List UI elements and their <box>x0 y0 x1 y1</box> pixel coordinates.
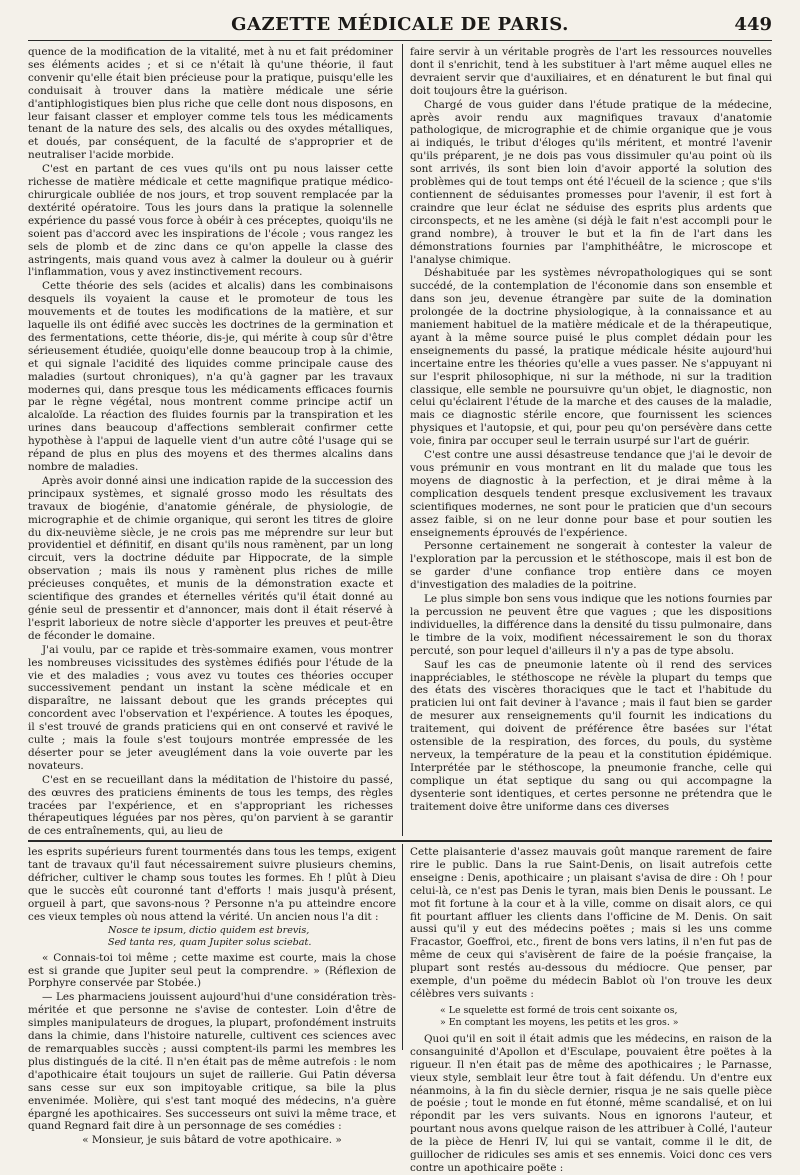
right-paragraph: Le plus simple bon sens vous indique que les notions fournies par la percussion ne peuvent être que vagues ; que les dispositions individuelles, la différence dans la densité du tissu pulmonaire, dans le timbre de la voix, modifient nécessairement le son du thorax percuté, son pour lequel d'ailleurs il n'y a pas de type absolu. <box>410 593 772 657</box>
left-column <box>28 46 393 836</box>
verse-line: « Le squelette est formé de trois cent soixante os, <box>440 1004 678 1016</box>
page-header <box>28 12 772 42</box>
left-paragraph: C'est en se recueillant dans la méditation de l'histoire du passé, des œuvres des praticiens éminents de tous les temps, des règles tracées par l'expérience, et en s'appropriant les richesses thérapeutiques léguées par nos pères, qu'on parvient à se garantir de ces entraînements, qui, au lieu de <box>28 773 393 838</box>
left-paragraph: quence de la modification de la vitalité, met à nu et fait prédominer ses éléments acides ; et si ce n'était là qu'une théorie, il faut convenir qu'elle était bien précieuse pour la pratique, puisqu'elle les conduisait à trouver dans la matière médicale une série d'antiphlogistiques bien plus riche que celle dont nous disposons, en leur faisant classer et employer comme tels tous les médicaments tenant de la nature des sels, des alcalis ou des oxydes métalliques, et doués, par conséquent, de la faculté de s'approprier et de neutraliser l'acide morbide. <box>28 46 393 162</box>
column-divider <box>402 44 403 836</box>
feuilleton-right <box>410 846 772 1174</box>
right-paragraph: Personne certainement ne songerait à contester la valeur de l'exploration par la percussion et le stéthoscope, mais il est bon de se garder d'une confiance trop entière dans ce moyen d'investigation des maladies de la poitrine. <box>410 540 772 592</box>
feuilleton-rule <box>28 840 772 842</box>
comedy-quote: « Monsieur, je suis bâtard de votre apothicaire. » <box>82 1134 342 1147</box>
right-paragraph: faire servir à un véritable progrès de l'art les ressources nouvelles dont il s'enrichit, tend à les substituer à l'art même auquel elles ne devraient servir que d'auxiliaires, et en dénaturent le but final qui doit toujours être la guérison. <box>410 46 772 97</box>
left-paragraph: J'ai voulu, par ce rapide et très-sommaire examen, vous montrer les nombreuses vicissitudes des systèmes édifiés pour l'étude de la vie et des maladies ; vous avez vu toutes ces théories occuper successivement pendant un instant la scène médicale et en disparaître, ne laissant debout que les grands préceptes qui concordent avec l'observation et l'expérience. A toutes les époques, il s'est trouvé de grands praticiens qui en ont conservé et ravivé le culte ; mais la foule s'est toujours montrée empressée de les déserter pour se jeter aveuglément dans la voie ouverte par les novateurs. <box>28 643 393 772</box>
journal-title: GAZETTE MÉDICALE DE PARIS. <box>231 14 569 35</box>
feuilleton-paragraph: Cette plaisanterie d'assez mauvais goût manque rarement de faire rire le public. Dans la rue Saint-Denis, on lisait autrefois cette enseigne : Denis, apothicaire ; un plaisant s'avisa de dire : Oh ! pour celui-là, ce n'est pas Denis le tyran, mais bien Denis le poussant. Le mot fit fortune à la cour et à la ville, comme on disait alors, ce qui fit pourtant affluer les clients dans l'officine de M. Denis. On sait aussi qu'il y eut des médecins poëtes ; mais si les uns comme Fracastor, Goeffroi, etc., firent de bons vers latins, il n'en fut pas de même de ceux qui s'avisèrent de faire de la poésie française, la plupart sont restés au-dessous du médiocre. Que penser, par exemple, d'un poëme du médecin Bablot où l'on trouve les deux célèbres vers suivants : <box>410 846 772 1000</box>
feuilleton-paragraph: les esprits supérieurs furent tourmentés dans tous les temps, exigent tant de travaux qu'il faut nécessairement suivre plusieurs chemins, défricher, cultiver le champ sous toutes les formes. Eh ! plût à Dieu que le succès eût couronné tant d'efforts ! mais jusqu'à présent, orgueil à part, que savons-nous ? Personne n'a pu atteindre encore ces vieux temples où nous attend la vérité. Un ancien nous l'a dit : <box>28 846 396 923</box>
right-paragraph: C'est contre une aussi désastreuse tendance que j'ai le devoir de vous prémunir en vous montrant en lit du malade que tous les moyens de diagnostic à la perfection, et je dirai même à la complication desquels tendent presque exclusivement les travaux scientifiques modernes, ne sont pour le praticien que d'un secours assez faible, si on ne leur donne pour base et pour soutien les enseignements éprouvés de l'expérience. <box>410 449 772 539</box>
left-paragraph: C'est en partant de ces vues qu'ils ont pu nous laisser cette richesse de matière médicale et cette magnifique pratique médico-chirurgicale oubliée de nos jours, et trop souvent remplacée par la dextérité opératoire. Tous les jours dans la pratique la solennelle expérience du passé vous force à obéir à ces préceptes, quoiqu'ils ne soient pas d'accord avec les inspirations de l'école ; vous rangez les sels de plomb et de zinc dans ce qu'on appelle la classe des astringents, mais quand vous avez à calmer la douleur ou à guérir l'inflammation, vous y avez instinctivement recours. <box>28 163 393 279</box>
right-paragraph: Sauf les cas de pneumonie latente où il rend des services inappréciables, le stéthoscope ne révèle la plupart du temps que des états des viscères thoraciques que le tact et l'habitude du praticien lui ont fait deviner à l'avance ; mais il faut bien se garder de mesurer aux renseignements qu'il fournit les indications du traitement, qui doivent de préférence être basées sur l'état ostensible de la respiration, des forces, du pouls, du système nerveux, la température de la peau et la constitution épidémique. Interprétée par le stéthoscope, la pneumonie franche, celle qui complique un état septique du sang ou qui accompagne la dysenterie sont identiques, et certes personne ne prétendra que le traitement doive être uniforme dans ces diverses <box>410 658 772 813</box>
header-rule <box>28 40 772 41</box>
right-column <box>410 46 772 836</box>
verse-line: » En comptant les moyens, les petits et les gros. » <box>440 1016 679 1028</box>
right-paragraph: Déshabituée par les systèmes névropathologiques qui se sont succédé, de la contemplation de l'économie dans son ensemble et dans son jeu, devenue étrangère par suite de la domination prolongée de la doctrine physiologique, à la connaissance et au maniement habituel de la matière médicale et de la thérapeutique, ayant à la même source puisé le plus complet dédain pour les enseignements du passé, la pratique médicale hésite aujourd'hui incertaine entre les théories qu'elle a vues passer. Ne s'appuyant ni sur l'esprit philosophique, ni sur la méthode, ni sur la tradition classique, elle semble ne poursuivre qu'un objet, le diagnostic, non celui qu'éclairent l'étude de la marche et des causes de la maladie, mais ce diagnostic stérile encore, que fournissent les sciences physiques et l'autopsie, et qui, pour peu qu'on persévère dans cette voie, finira par occuper seul le terrain usurpé sur l'art de guérir. <box>410 267 772 448</box>
left-paragraph: Cette théorie des sels (acides et alcalis) dans les combinaisons desquels ils voyaient la cause et le promoteur de tous les mouvements et de toutes les modifications de la matière, et sur laquelle ils ont édifié avec succès les doctrines de la germination et des fermentations, cette théorie, dis-je, qui mérite à coup sûr d'être sérieusement étudiée, quoiqu'elle donne beaucoup trop à la chimie, et qui signale l'acidité des liquides comme principale cause des maladies (surtout chroniques), n'a qu'à gagner par les travaux modernes qui, dans presque tous les médicaments efficaces fournis par le règne végétal, nous montrent comme principe actif un alcaloïde. La réaction des fluides fournis par la transpiration et les urines dans beaucoup d'affections semblerait confirmer cette hypothèse à l'appui de laquelle vient d'un autre côté l'usage qui se répand de plus en plus des moyens et des thermes alcalins dans nombre de maladies. <box>28 280 393 473</box>
latin-line: Sed tanta res, quam Jupiter solus sciebat. <box>108 937 312 949</box>
feuilleton-paragraph: Quoi qu'il en soit il était admis que les médecins, en raison de la consanguinité d'Apollon et d'Esculape, pouvaient être poëtes à la rigueur. Il n'en était pas de même des apothicaires ; le Parnasse, vieux style, semblait leur être tout à fait défendu. Un d'entre eux néanmoins, à la fin du siècle dernier, risqua je ne sais quelle pièce de poésie ; tout le monde en fut étonné, même scandalisé, et on lui répondit par les vers suivants. Nous en ignorons l'auteur, et pourtant nous avons quelque raison de les attribuer à Collé, l'auteur de la pièce de Henri IV, lui qui se vantait, comme il le dit, de guillocher de ridicules ses amis et ses ennemis. Voici donc ces vers contre un apothicaire poëte : <box>410 1032 772 1174</box>
right-paragraph: Chargé de vous guider dans l'étude pratique de la médecine, après avoir rendu aux magnifiques travaux d'anatomie pathologique, de micrographie et de chimie organique que je vous ai indiqués, le tribut d'éloges qu'ils méritent, et montré l'avenir qu'ils préparent, je ne dois pas vous dissimuler qu'au point où ils sont arrivés, ils sont bien loin d'avoir apporté la solution des problèmes qui de tout temps ont été l'écueil de la science ; que s'ils contiennent de séduisantes promesses pour l'avenir, il est fort à craindre que leur éclat ne séduise des esprits plus ardents que circonspects, et ne les amène (si déjà le fait n'est accompli pour le grand nombre), à trouver le but et la fin de l'art dans les démonstrations fournies par l'amphithéâtre, le microscope et l'analyse chimique. <box>410 98 772 266</box>
feuilleton-divider <box>402 844 403 1050</box>
latin-line: Nosce te ipsum, dictio quidem est brevis, <box>108 925 310 937</box>
left-paragraph: Après avoir donné ainsi une indication rapide de la succession des principaux systèmes, et signalé grosso modo les résultats des travaux de biogénie, d'anatomie générale, de physiologie, de micrographie et de chimie organique, qui seront les titres de gloire du dix-neuvième siècle, je ne crois pas me méprendre sur leur but providentiel et définitif, en disant qu'ils nous ramènent, par un long circuit, vers la doctrine déduite par Hippocrate, de la simple observation ; mais ils nous y ramènent plus riches de mille précieuses conquêtes, et munis de la démonstration exacte et scientifique des grandes et éternelles vérités qu'il était donné au génie seul de pressentir et d'annoncer, mais dont il était réservé à l'esprit laborieux de notre siècle d'apporter les preuves et peut-être de féconder le domaine. <box>28 474 393 642</box>
page-number: 449 <box>734 14 772 35</box>
feuilleton-paragraph: — Les pharmaciens jouissent aujourd'hui d'une considération très-méritée et que personne ne s'avise de contester. Loin d'être de simples manipulateurs de drogues, la plupart, profondément instruits dans la chimie, dans l'histoire naturelle, cultivent ces sciences avec de remarquables succès ; aussi comptent-ils parmi les membres les plus distingués de la cité. Il n'en était pas de même autrefois : le nom d'apothicaire était toujours un sujet de raillerie. Gui Patin déversa sans cesse sur eux son impitoyable critique, sa bile la plus envenimée. Molière, qui s'est tant moqué des médecins, n'a guère épargné les apothicaires. Ses successeurs ont suivi la même trace, et quand Regnard fait dire à un personnage de ses comédies : <box>28 991 396 1133</box>
latin-quote <box>108 925 396 948</box>
verse-quote <box>440 1005 772 1029</box>
feuilleton-left <box>28 846 396 1147</box>
feuilleton-paragraph: « Connais-toi toi même ; cette maxime est courte, mais la chose est si grande que Jupiter seul peut la comprendre. » (Réflexion de Porphyre conservée par Stobée.) <box>28 951 396 990</box>
